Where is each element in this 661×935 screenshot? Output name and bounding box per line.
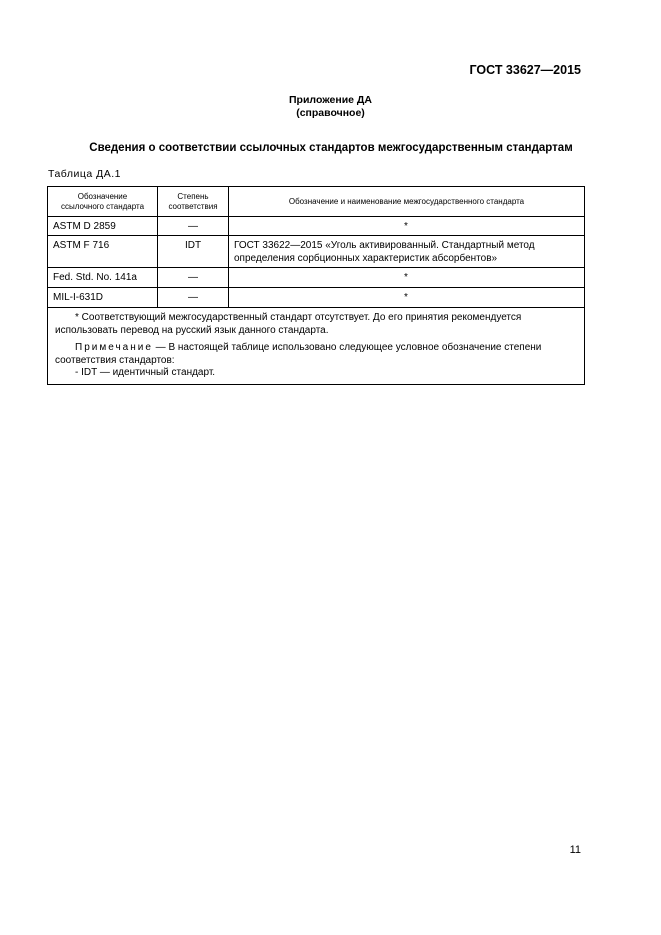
cell-reference: Fed. Std. No. 141a [48, 268, 158, 288]
appendix-subtitle: (справочное) [296, 107, 365, 119]
cell-degree: — [158, 268, 229, 288]
section-title: Сведения о соответствии ссылочных стандартов межгосударственным стандартам [89, 142, 573, 154]
table-row [48, 288, 585, 308]
appendix-heading [0, 94, 661, 120]
cell-standard: * [229, 288, 585, 308]
footnote-text: * Соответствующий межгосударственный стандарт отсутствует. До его принятия рекомендуется использовать перевод на русский язык данного стандарта. [55, 312, 522, 336]
header-degree: Степень соответствия [158, 187, 229, 217]
cell-degree: — [158, 288, 229, 308]
header-reference-standard: Обозначение ссылочного стандарта [48, 187, 158, 217]
cell-standard: * [229, 268, 585, 288]
appendix-title: Приложение ДА [289, 94, 372, 106]
reference-table [47, 186, 585, 385]
cell-reference: ASTM F 716 [48, 236, 158, 268]
note-label: Примечание [75, 342, 153, 353]
reference-table-wrapper [47, 186, 584, 385]
table-row [48, 217, 585, 236]
table-row [48, 236, 585, 268]
note-text: — В настоящей таблице использовано следующее условное обозначение степени соответствия стандартов: [55, 342, 542, 366]
cell-reference: ASTM D 2859 [48, 217, 158, 236]
table-row [48, 268, 585, 288]
cell-degree: — [158, 217, 229, 236]
page-number: 11 [569, 844, 581, 856]
table-note [55, 342, 577, 367]
cell-reference: MIL-I-631D [48, 288, 158, 308]
cell-standard: ГОСТ 33622—2015 «Уголь активированный. Стандартный метод определения сорбционных характеристик абсорбентов» [229, 236, 585, 268]
table-header-row [48, 187, 585, 217]
cell-degree: IDT [158, 236, 229, 268]
cell-standard: * [229, 217, 585, 236]
table-footnotes [48, 308, 585, 385]
header-interstate-standard: Обозначение и наименование межгосударственного стандарта [229, 187, 585, 217]
document-code: ГОСТ 33627—2015 [469, 63, 581, 77]
table-caption: Таблица ДА.1 [48, 168, 121, 180]
note-item: - IDT — идентичный стандарт. [75, 367, 216, 378]
table-footnote-row [48, 308, 585, 385]
